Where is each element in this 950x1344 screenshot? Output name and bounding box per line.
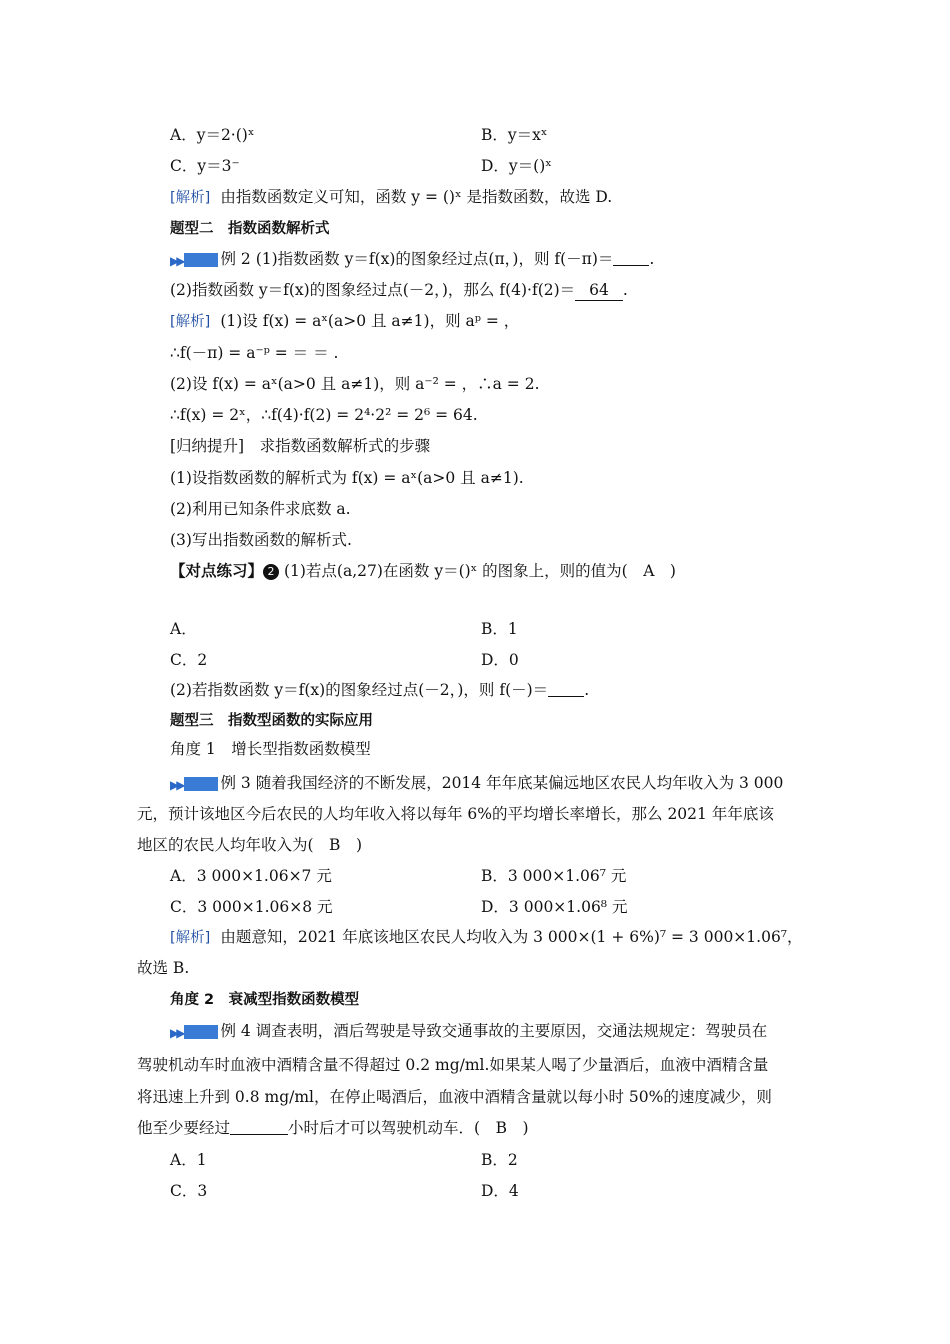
section-heading-type3: 题型三 指数型函数的实际应用 xyxy=(170,713,373,729)
example-3-analysis-text: 由题意知，2021 年底该地区农民人均收入为 3 000×(1 + 6%)⁷ = 3 000×1.06⁷， xyxy=(220,928,803,946)
period: . xyxy=(622,281,628,299)
example-4-option-a: A．1 xyxy=(170,1151,207,1169)
analysis-tag: [解析] xyxy=(170,190,211,206)
practice-option-d: D．0 xyxy=(481,651,519,669)
example-4-line-4 xyxy=(137,1118,529,1138)
practice-question-2-text: (2)若指数函数 y＝f(x)的图象经过点(－2，)，则 f(－)＝ xyxy=(170,681,549,699)
practice-question-1 xyxy=(170,561,676,581)
period: . xyxy=(649,250,655,268)
practice-option-a: A． xyxy=(170,620,197,638)
q1-analysis xyxy=(170,187,612,208)
example-2-label: 例 2 xyxy=(220,250,251,268)
example-3-text-1: 随着我国经济的不断发展，2014 年年底某偏远地区农民人均年收入为 3 000 xyxy=(255,774,784,792)
example-marker-icon: ▶▶ xyxy=(170,1022,218,1043)
practice-option-c: C．2 xyxy=(170,651,208,669)
example-2-answer: 64 xyxy=(575,280,623,301)
example-4-line-1 xyxy=(170,1021,767,1043)
example-4-option-b: B．2 xyxy=(481,1151,518,1169)
example-4-option-c: C．3 xyxy=(170,1182,208,1200)
example-3-option-c: C．3 000×1.06×8 元 xyxy=(170,898,333,916)
example-3-label: 例 3 xyxy=(220,774,251,792)
example-4-text-4b: 小时后才可以驾驶机动车．( B ) xyxy=(288,1119,529,1137)
example-2-analysis-1 xyxy=(170,311,519,332)
example-3-line-3: 地区的农民人均年收入为( B ) xyxy=(137,836,362,854)
period: . xyxy=(584,681,590,699)
angle-2-heading: 角度 2 衰减型指数函数模型 xyxy=(170,992,360,1008)
example-2-analysis-2: ∴f(－π) = a⁻ᵖ = ＝ ＝ . xyxy=(170,344,339,362)
practice-question-2 xyxy=(170,680,589,700)
example-3-option-a: A．3 000×1.06×7 元 xyxy=(170,867,332,885)
practice-tag: 【对点练习】 xyxy=(170,561,264,580)
q1-option-d: D．y＝()ˣ xyxy=(481,157,552,175)
example-4-option-d: D．4 xyxy=(481,1182,519,1200)
example-3-line-1 xyxy=(170,773,783,795)
example-2-part1 xyxy=(170,249,654,271)
q1-analysis-text: 由指数函数定义可知，函数 y = ()ˣ 是指数函数，故选 D. xyxy=(220,188,613,206)
example-3-analysis-2: 故选 B. xyxy=(137,959,190,977)
example-2-part1-text: (1)指数函数 y＝f(x)的图象经过点(π，)，则 f(－π)＝ xyxy=(255,250,614,268)
q1-option-c: C．y＝3⁻ xyxy=(170,157,240,175)
example-3-line-2: 元，预计该地区今后农民的人均年收入将以每年 6%的平均增长率增长，那么 2021 年年底该 xyxy=(137,805,774,823)
q1-option-a: A．y＝2·()ˣ xyxy=(170,126,255,144)
example-2-analysis-3: (2)设 f(x) = aˣ(a>0 且 a≠1)，则 a⁻² = ，∴a = 2. xyxy=(170,375,540,393)
example-3-option-b: B．3 000×1.06⁷ 元 xyxy=(481,867,627,885)
section-heading-type2: 题型二 指数函数解析式 xyxy=(170,221,330,237)
practice-option-b: B．1 xyxy=(481,620,518,638)
answer-blank xyxy=(548,682,584,697)
example-marker-icon: ▶▶ xyxy=(170,250,218,271)
example-2-part2 xyxy=(170,280,628,301)
practice-question-1-text: (1)若点(a,27)在函数 y＝()ˣ 的图象上，则的值为( A ) xyxy=(283,562,676,580)
q1-option-b: B．y＝xˣ xyxy=(481,126,548,144)
example-4-line-3: 将迅速上升到 0.8 mg/ml，在停止喝酒后，血液中酒精含量就以每小时 50%的速度减少，则 xyxy=(137,1088,772,1106)
example-2-analysis-4: ∴f(x) = 2ˣ，∴f(4)·f(2) = 2⁴·2² = 2⁶ = 64. xyxy=(170,406,478,424)
example-marker-icon: ▶▶ xyxy=(170,774,218,795)
summary-title: [归纳提升] 求指数函数解析式的步骤 xyxy=(170,437,431,455)
example-4-line-2: 驾驶机动车时血液中酒精含量不得超过 0.2 mg/ml.如果某人喝了少量酒后，血液中酒精含量 xyxy=(137,1056,769,1074)
practice-number-badge: 2 xyxy=(263,564,279,580)
example-3-analysis xyxy=(170,927,803,948)
analysis-tag: [解析] xyxy=(170,314,211,330)
analysis-tag: [解析] xyxy=(170,930,211,946)
example-4-text-1: 调查表明，酒后驾驶是导致交通事故的主要原因，交通法规规定：驾驶员在 xyxy=(255,1022,768,1040)
answer-blank xyxy=(613,251,649,266)
angle-1-heading: 角度 1 增长型指数函数模型 xyxy=(170,740,371,758)
example-2-part2-text: (2)指数函数 y＝f(x)的图象经过点(－2，)，那么 f(4)·f(2)＝ xyxy=(170,281,576,299)
answer-blank xyxy=(230,1120,288,1135)
summary-step-2: (2)利用已知条件求底数 a. xyxy=(170,500,351,518)
example-4-label: 例 4 xyxy=(220,1022,251,1040)
example-4-text-4a: 他至少要经过 xyxy=(137,1119,231,1137)
example-3-option-d: D．3 000×1.06⁸ 元 xyxy=(481,898,628,916)
example-2-analysis-text-1: (1)设 f(x) = aˣ(a>0 且 a≠1)，则 aᵖ = ， xyxy=(220,312,520,330)
summary-step-1: (1)设指数函数的解析式为 f(x) = aˣ(a>0 且 a≠1). xyxy=(170,469,524,487)
summary-step-3: (3)写出指数函数的解析式. xyxy=(170,531,352,549)
